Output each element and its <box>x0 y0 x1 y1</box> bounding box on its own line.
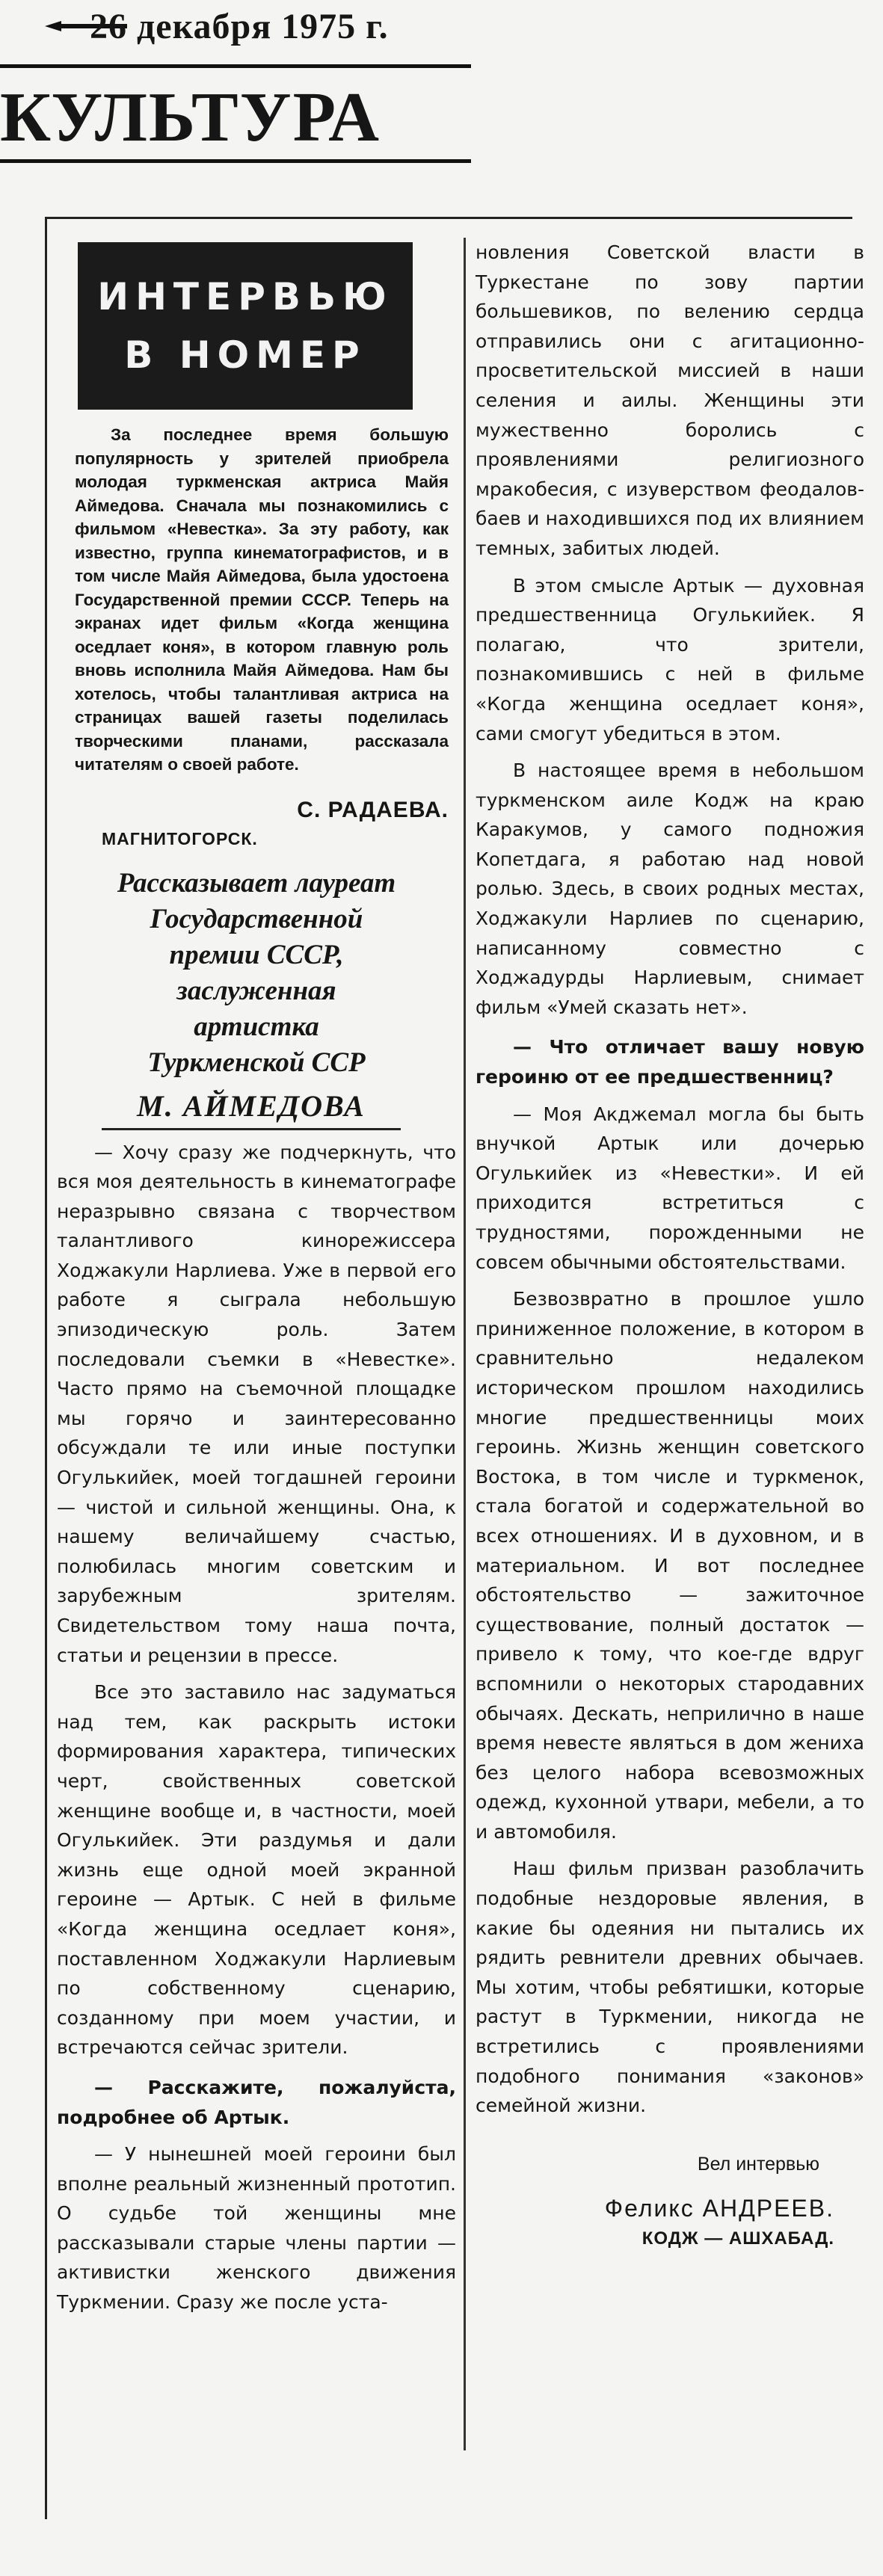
heading-line: Туркменской ССР <box>147 1047 366 1078</box>
heading-line: заслуженная <box>176 975 336 1006</box>
heading-line: премии СССР, <box>169 939 344 970</box>
left-column <box>57 238 456 2317</box>
interview-question: — Расскажите, пожалуйста, подробнее об Артык. <box>57 2076 456 2128</box>
heading-line: артистка <box>194 1011 319 1042</box>
heading-line: Государственной <box>150 903 363 934</box>
reader-letter: За последнее время большую популярность у зрителей приобрела молодая туркменская актриса Майя Аймедова. Сначала мы познакомились с фильмом «Невестка». За эту работу, как известно, группа кинематографистов, и в том числе Майя Аймедова, была удостоена Государственной премии СССР. Теперь на экранах идет фильм «Когда женщина оседлает коня», в котором главную роль вновь исполнила Майя Аймедова. Нам бы хотелось, чтобы талантливая актриса на страницах вашей газеты поделилась творческими планами, рассказала читателям о своей работе. <box>75 425 449 774</box>
rubric-line-2: В НОМЕР <box>124 333 366 377</box>
body-paragraph: — Хочу сразу же подчеркнуть, что вся моя деятельность в кинематографе неразрывно связана с творчеством талантливого кинорежиссера Ходжакули Нарлиева. Уже в первой его работе я сыграла небольшую эпизодическую роль. Затем последовали съемки в «Невестке». Часто прямо на съемочной площадке мы горячо и заинтересованно обсуждали те или иные поступки Огулькийек, моей тогдашней героини — чистой и сильной женщины. Она, к нашему величайшему счастью, полюбилась многим советским и зарубежным зрителям. Свидетельством тому наша почта, статьи и рецензии в прессе. <box>57 1141 456 1666</box>
letter-signature: С. РАДАЕВА. <box>297 797 449 822</box>
body-paragraph: — У нынешней моей героини был вполне реальный жизненный прототип. О судьбе той женщины мне рассказывали старые члены партии — активистки женского движения Туркмении. Сразу же после уста- <box>57 2143 456 2314</box>
credit-label: Вел интервью <box>697 2153 819 2175</box>
body-paragraph: Все это заставило нас задуматься над тем, как раскрыть истоки формирования характера, типических черт, свойственных советской женщине вообще и, в частности, моей Огулькийек. Эти раздумья и дали жизнь еще одной моей экранной героине — Артык. С ней в фильме «Когда женщина оседлает коня», поставленном Ходжакули Нарлиевым по собственному сценарию, созданному при моем участии, и встречаются сейчас зрители. <box>57 1681 456 2059</box>
heading-line: Рассказывает лауреат <box>117 867 396 899</box>
article-heading <box>57 866 456 1081</box>
column-divider <box>464 238 466 2450</box>
body-paragraph: В настоящее время в небольшом туркменском аиле Кодж на краю Каракумов, у самого подножия Копетдага, я работаю над новой ролью. Здесь, в своих родных местах, Ходжакули Нарлиев по сценарию, написанному совместно с Ходжадурды Нарлиевым, снимает фильм «Умей сказать нет». <box>476 759 864 1018</box>
body-paragraph: новления Советской власти в Туркестане по зову партии большевиков, по велению сердца отправились они с агитационно-просветительской миссией в наши селения и аилы. Женщины эти мужественно боролись с проявлениями религиозного мракобесия, с изуверством феодалов-баев и находившихся под их влиянием темных, забитых людей. <box>476 241 864 559</box>
credit-name: Феликс АНДРЕЕВ. <box>604 2194 834 2222</box>
body-paragraph: В этом смысле Артык — духовная предшественница Огулькийек. Я полагаю, что зрители, познакомившись с ней в фильме «Когда женщина оседлает коня», сами смогут убедиться в этом. <box>476 574 864 745</box>
rubric-line-1: ИНТЕРВЬЮ <box>97 275 393 318</box>
body-paragraph: Безвозвратно в прошлое ушло приниженное положение, в котором в сравнительно недалеком историческом прошлом находились многие предшественницы моих героинь. Жизнь женщин советского Востока, в том числе и туркменок, стала богатой и содержательной во всех отношениях. И в духовном, и в материальном. И вот последнее обстоятельство — зажиточное существование, полный достаток — привело к тому, что кое-где вдруг вспомнили о некоторых стародавних обычаях. Дескать, неприлично в наше время невесте являться в дом жениха без целого набора всевозможных одежд, кухонной утвари, мебели, а то и автомобиля. <box>476 1288 864 1843</box>
right-column <box>476 238 864 2249</box>
issue-date: 26 декабря 1975 г. <box>90 7 389 46</box>
section-title: КУЛЬТУРА <box>0 64 471 163</box>
interview-question: — Что отличает вашу новую героиню от ее предшественниц? <box>476 1036 864 1088</box>
body-paragraph: — Моя Акджемал могла бы быть внучкой Артык или дочерью Огулькийек из «Невестки». И ей приходится встретиться с трудностями, порожденными не совсем обычными обстоятельствами. <box>476 1103 864 1273</box>
credit-city: КОДЖ — АШХАБАД. <box>642 2228 834 2249</box>
rubric-box <box>78 242 413 410</box>
author-name: М. АЙМЕДОВА <box>102 1088 401 1130</box>
letter-city: МАГНИТОГОРСК. <box>102 828 258 848</box>
body-paragraph: Наш фильм призван разоблачить подобные нездоровые явления, в какие бы одеяния ни пытались их рядить ревнители древних обычаев. Мы хотим, чтобы ребятишки, которые растут в Туркмении, никогда не встретились с проявлениями подобного понимания «законов» семейной жизни. <box>476 1858 864 2117</box>
